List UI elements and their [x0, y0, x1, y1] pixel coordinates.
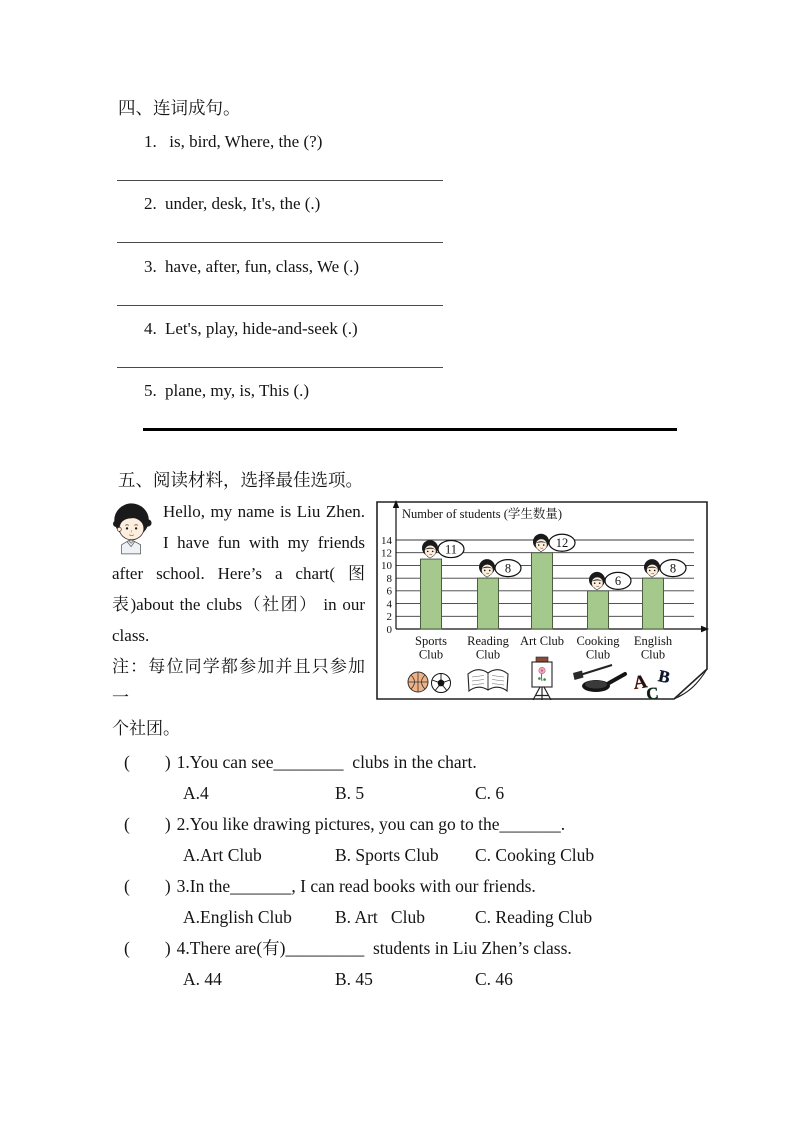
section4-items: [117, 132, 683, 443]
bar-art-club: [532, 553, 553, 629]
option-a: A. 44: [183, 969, 222, 989]
category-label-english-club: English: [633, 634, 673, 648]
category-label-sports-club: Club: [418, 647, 444, 662]
chart-title: Number of students (学生数量): [402, 507, 563, 521]
value-label-english-club: 8: [669, 561, 677, 576]
answer-parentheses: ( ): [124, 938, 171, 958]
question-4: [117, 933, 737, 995]
passage-line-2: I have fun with my friends: [163, 533, 365, 552]
item-words: plane, my, is, This (.): [165, 381, 310, 401]
item-number: 3.: [144, 256, 157, 276]
answer-blank-line: [117, 180, 443, 181]
boy-avatar-illustration: [107, 499, 157, 556]
word-order-item-1: [117, 132, 683, 194]
passage-line-6: 注：每位同学都参加并且只参加一: [112, 657, 365, 707]
answer-blank-line: [117, 367, 443, 368]
question-line: [117, 747, 737, 778]
word-order-item-2: [117, 194, 683, 256]
section4-heading: 四、连词成句。: [118, 98, 241, 118]
category-label-cooking-club: Cooking: [576, 634, 620, 648]
category-label-cooking-club: Club: [585, 647, 611, 662]
y-tick-label: 0: [386, 623, 392, 636]
options-row: [117, 902, 737, 933]
bar-sports-club: [421, 559, 442, 629]
y-tick-label: 14: [381, 534, 392, 547]
item-words: under, desk, It's, the (.): [165, 194, 321, 214]
bar-cooking-club: [588, 591, 609, 629]
word-order-item-4: [117, 319, 683, 381]
answer-parentheses: ( ): [124, 814, 171, 834]
answer-blank-line: [117, 242, 443, 243]
category-label-art-club: Art Club: [519, 634, 565, 648]
item-number: 4.: [144, 318, 157, 338]
options-row: [117, 778, 737, 809]
option-b: B. Art Club: [335, 907, 425, 927]
item-text-row: [117, 381, 683, 401]
question-2: [117, 809, 737, 871]
item-text-row: [117, 319, 683, 339]
category-label-reading-club: Reading: [467, 634, 509, 648]
open-book-icon: [468, 670, 508, 691]
section-divider-line: [143, 428, 677, 431]
item-text-row: [117, 194, 683, 214]
passage-line-7: 个社团。: [112, 719, 180, 738]
category-label-reading-club: Club: [475, 647, 501, 662]
option-c: C. 6: [475, 783, 505, 803]
question-3: [117, 871, 737, 933]
question-text: 1.You can see________ clubs in the chart.: [176, 752, 477, 772]
item-number: 5.: [144, 381, 157, 401]
clubs-chart-panel: [372, 497, 714, 711]
y-tick-label: 6: [386, 585, 392, 598]
value-label-reading-club: 8: [504, 561, 512, 576]
clubs-bar-chart: [372, 497, 714, 711]
option-c: C. 46: [475, 969, 513, 989]
svg-text:C: C: [645, 683, 660, 704]
word-order-item-5: [117, 381, 683, 443]
svg-text:A: A: [631, 671, 649, 694]
option-a: A.Art Club: [183, 845, 262, 865]
question-line: [117, 871, 737, 902]
passage-line-4: 表)about the clubs（社团） in our: [112, 595, 365, 614]
option-b: B. 5: [335, 783, 365, 803]
item-words: have, after, fun, class, We (.): [165, 256, 359, 276]
section5-heading: 五、阅读材料，选择最佳选项。: [118, 470, 363, 490]
option-b: B. Sports Club: [335, 845, 439, 865]
answer-parentheses: ( ): [124, 876, 171, 896]
item-words: Let's, play, hide-and-seek (.): [165, 318, 358, 338]
option-b: B. 45: [335, 969, 373, 989]
options-row: [117, 840, 737, 871]
word-order-item-3: [117, 257, 683, 319]
answer-blank-line: [117, 305, 443, 306]
item-number: 2.: [144, 194, 157, 214]
bar-english-club: [643, 578, 664, 629]
question-text: 2.You like drawing pictures, you can go to the_______.: [176, 814, 566, 834]
question-text: 4.There are(有)_________ students in Liu Zhen’s class.: [176, 938, 572, 958]
category-label-english-club: Club: [640, 647, 666, 662]
passage-line-3: after school. Here’s a chart( 图: [112, 564, 365, 583]
item-words: is, bird, Where, the (?): [165, 132, 323, 151]
option-c: C. Reading Club: [475, 907, 593, 927]
passage-line-1: Hello, my name is Liu Zhen.: [163, 502, 365, 521]
item-number: 1.: [144, 132, 157, 151]
question-text: 3.In the_______, I can read books with our friends.: [176, 876, 536, 896]
option-c: C. Cooking Club: [475, 845, 595, 865]
y-tick-label: 4: [386, 598, 392, 611]
question-line: [117, 933, 737, 964]
answer-parentheses: ( ): [124, 752, 171, 772]
y-tick-label: 12: [381, 547, 392, 560]
question-line: [117, 809, 737, 840]
value-label-cooking-club: 6: [614, 574, 622, 589]
option-a: A.English Club: [183, 907, 292, 927]
questions-list: [117, 747, 737, 995]
reading-passage: [112, 496, 365, 744]
value-label-art-club: 12: [555, 535, 569, 550]
y-tick-label: 10: [381, 560, 392, 573]
svg-text:B: B: [656, 666, 672, 688]
category-label-sports-club: Sports: [415, 634, 447, 648]
y-tick-label: 8: [386, 572, 392, 585]
item-text-row: [117, 257, 683, 277]
value-label-sports-club: 11: [444, 542, 458, 557]
option-a: A.4: [183, 783, 209, 803]
options-row: [117, 964, 737, 995]
item-text-row: [117, 132, 683, 152]
y-tick-label: 2: [386, 611, 392, 624]
bar-reading-club: [478, 578, 499, 629]
passage-line-5: class.: [112, 626, 150, 645]
question-1: [117, 747, 737, 809]
